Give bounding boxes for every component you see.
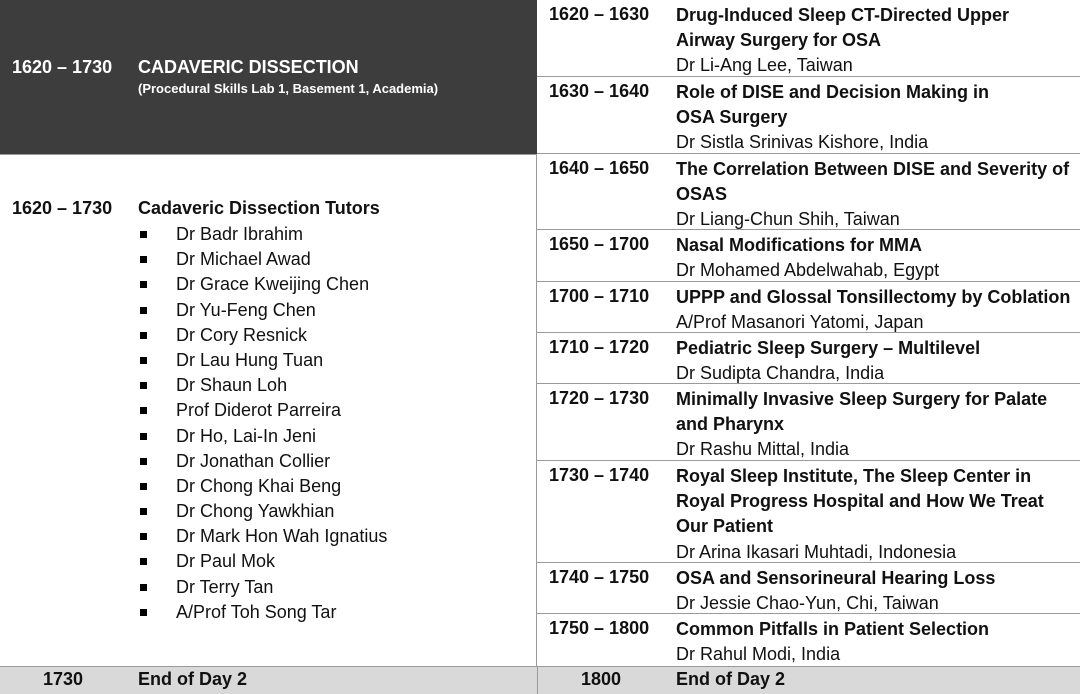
session-body bbox=[676, 464, 1074, 565]
tutor-item: Dr Mark Hon Wah Ignatius bbox=[138, 524, 387, 549]
session-speaker: Dr Sudipta Chandra, India bbox=[676, 363, 885, 384]
footer-left-time: 1730 bbox=[43, 669, 84, 689]
session-speaker: A/Prof Masanori Yatomi, Japan bbox=[676, 312, 924, 333]
session-body bbox=[676, 387, 1074, 463]
session-row bbox=[537, 333, 1080, 384]
session-speaker: Dr Mohamed Abdelwahab, Egypt bbox=[676, 260, 940, 281]
session-title: Pediatric Sleep Surgery – Multilevel bbox=[676, 338, 981, 358]
session-title: The Correlation Between DISE and Severity of OSAS bbox=[676, 159, 1070, 205]
tutors-title: Cadaveric Dissection Tutors bbox=[138, 198, 380, 218]
footer-right-label: End of Day 2 bbox=[676, 669, 786, 689]
sessions-column bbox=[537, 0, 1080, 694]
session-row bbox=[537, 384, 1080, 461]
session-speaker: Dr Li-Ang Lee, Taiwan bbox=[676, 55, 853, 76]
session-row bbox=[537, 77, 1080, 154]
tutors-time: 1620 – 1730 bbox=[12, 198, 113, 218]
session-time: 1630 – 1640 bbox=[549, 81, 650, 101]
tutor-item: Dr Terry Tan bbox=[138, 575, 387, 600]
session-body bbox=[676, 157, 1074, 233]
session-row bbox=[537, 0, 1080, 77]
tutor-item: Dr Badr Ibrahim bbox=[138, 222, 387, 247]
session-row bbox=[537, 461, 1080, 563]
session-time: 1720 – 1730 bbox=[549, 388, 650, 408]
dissection-title: CADAVERIC DISSECTION bbox=[138, 57, 359, 77]
session-body bbox=[676, 336, 1074, 386]
tutor-list bbox=[138, 222, 387, 625]
session-body bbox=[676, 285, 1074, 335]
session-title: Common Pitfalls in Patient Selection bbox=[676, 619, 990, 639]
tutor-item: Dr Paul Mok bbox=[138, 549, 387, 574]
session-title: Royal Sleep Institute, The Sleep Center in Royal Progress Hospital and How We Treat Our Patient bbox=[676, 466, 1044, 537]
tutor-item: Dr Chong Khai Beng bbox=[138, 474, 387, 499]
session-speaker: Dr Liang-Chun Shih, Taiwan bbox=[676, 209, 900, 230]
dissection-time: 1620 – 1730 bbox=[12, 57, 113, 77]
left-column bbox=[0, 0, 537, 694]
tutor-item: Dr Ho, Lai-In Jeni bbox=[138, 424, 387, 449]
session-title: OSA and Sensorineural Hearing Loss bbox=[676, 568, 996, 588]
session-row bbox=[537, 154, 1080, 230]
session-title: Minimally Invasive Sleep Surgery for Palate and Pharynx bbox=[676, 389, 1048, 435]
tutor-item: Dr Shaun Loh bbox=[138, 373, 387, 398]
session-speaker: Dr Arina Ikasari Muhtadi, Indonesia bbox=[676, 541, 957, 562]
session-row bbox=[537, 614, 1080, 666]
session-time: 1710 – 1720 bbox=[549, 337, 650, 357]
tutor-item: Dr Chong Yawkhian bbox=[138, 499, 387, 524]
tutor-item: Dr Grace Kweijing Chen bbox=[138, 272, 387, 297]
session-body bbox=[676, 566, 1074, 616]
footer-left bbox=[0, 666, 537, 694]
tutor-item: Dr Jonathan Collier bbox=[138, 449, 387, 474]
tutor-item: Dr Yu-Feng Chen bbox=[138, 298, 387, 323]
session-time: 1650 – 1700 bbox=[549, 234, 650, 254]
session-time: 1740 – 1750 bbox=[549, 567, 650, 587]
session-speaker: Dr Rashu Mittal, India bbox=[676, 439, 850, 460]
footer-right bbox=[537, 666, 1080, 694]
session-row bbox=[537, 563, 1080, 614]
tutor-item: Dr Michael Awad bbox=[138, 247, 387, 272]
session-time: 1640 – 1650 bbox=[549, 158, 650, 178]
session-time: 1730 – 1740 bbox=[549, 465, 650, 485]
session-time: 1750 – 1800 bbox=[549, 618, 650, 638]
tutor-item: Prof Diderot Parreira bbox=[138, 398, 387, 423]
session-title: Drug-Induced Sleep CT-Directed Upper Airway Surgery for OSA bbox=[676, 5, 1010, 51]
session-body bbox=[676, 233, 1074, 283]
session-title: Nasal Modifications for MMA bbox=[676, 235, 923, 255]
session-time: 1620 – 1630 bbox=[549, 4, 650, 24]
session-title: UPPP and Glossal Tonsillectomy by Coblation bbox=[676, 287, 1071, 307]
session-speaker: Dr Jessie Chao-Yun, Chi, Taiwan bbox=[676, 593, 939, 614]
session-row bbox=[537, 230, 1080, 282]
session-time: 1700 – 1710 bbox=[549, 286, 650, 306]
session-speaker: Dr Rahul Modi, India bbox=[676, 644, 841, 665]
session-body bbox=[676, 80, 1074, 156]
dissection-location: (Procedural Skills Lab 1, Basement 1, Academia) bbox=[138, 81, 439, 96]
session-body bbox=[676, 3, 1074, 79]
session-speaker: Dr Sistla Srinivas Kishore, India bbox=[676, 132, 929, 153]
tutor-item: A/Prof Toh Song Tar bbox=[138, 600, 387, 625]
session-title: Role of DISE and Decision Making in OSA Surgery bbox=[676, 82, 990, 128]
session-row bbox=[537, 282, 1080, 333]
tutor-item: Dr Cory Resnick bbox=[138, 323, 387, 348]
dissection-header-block bbox=[0, 0, 537, 155]
footer-left-label: End of Day 2 bbox=[138, 669, 248, 689]
footer-right-time: 1800 bbox=[581, 669, 622, 689]
session-body bbox=[676, 617, 1074, 667]
tutor-item: Dr Lau Hung Tuan bbox=[138, 348, 387, 373]
